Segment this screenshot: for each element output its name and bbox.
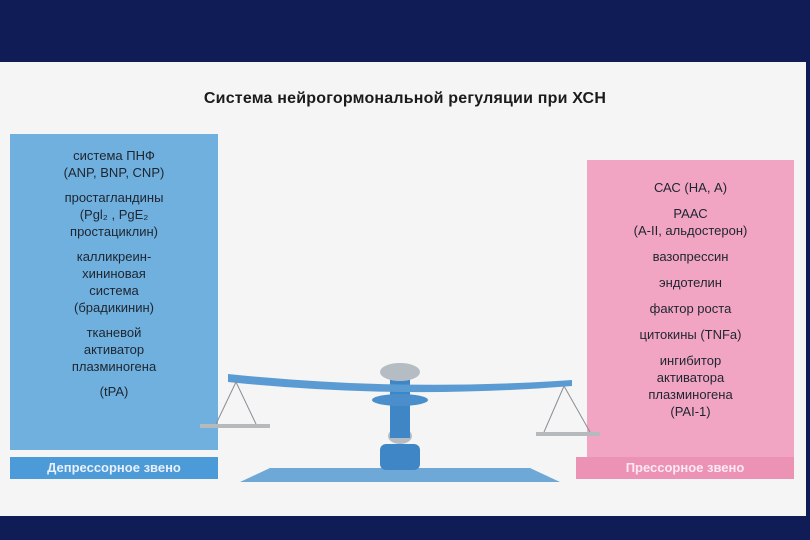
item-line: САС (НА, А) [653,180,728,195]
item-line: РААС [673,206,708,221]
scale-cap [380,363,420,381]
item-line: система ПНФ [73,148,155,163]
left-pan [200,424,270,428]
item-line: простагландины [64,190,164,205]
pressor-item [587,352,794,420]
item-line: плазминогена [648,387,733,402]
pressor-label: Прессорное звено [576,457,794,479]
depressor-item [10,248,218,316]
scale-foot [380,444,420,470]
right-pan-string [564,386,590,432]
item-line: фактор роста [649,301,732,316]
item-line: калликреин- [76,249,152,264]
pressor-item [587,248,794,265]
item-line: (А-II, альдостерон) [633,223,748,238]
balance-scale-icon [200,352,600,492]
depressor-label: Депрессорное звено [10,457,218,479]
item-line: (Pgl₂ , PgE₂ [79,207,149,222]
depressor-item [10,324,218,375]
item-line: цитокины (TNFa) [639,327,742,342]
pressor-item [587,179,794,196]
pressor-panel [587,160,794,457]
item-line: ингибитор [659,353,722,368]
depressor-item [10,383,218,400]
item-line: система [89,283,139,298]
frame-edge [806,62,810,516]
item-line: тканевой [86,325,142,340]
item-line: (брадикинин) [74,300,154,315]
scale-collar [372,394,428,406]
right-pan [536,432,600,436]
slide-canvas [0,62,810,516]
depressor-panel [10,134,218,450]
scale-base [240,468,560,482]
right-pan-string [544,386,564,432]
item-line: (PAI-1) [670,404,711,419]
item-line: активатор [83,342,145,357]
pressor-item [587,274,794,291]
pressor-item [587,205,794,239]
pressor-item [587,326,794,343]
item-line: (ANP, BNP, CNP) [63,165,165,180]
left-pan-string [236,382,256,424]
left-pan-string [216,382,236,424]
item-line: эндотелин [659,275,722,290]
item-line: простациклин) [70,224,158,239]
depressor-item [10,147,218,181]
slide-title: Система нейрогормональной регуляции при ХСН [203,90,607,107]
item-line: (tPA) [99,384,129,399]
item-line: хининовая [82,266,146,281]
item-line: активатора [656,370,725,385]
pressor-item [587,300,794,317]
item-line: плазминогена [71,359,157,374]
depressor-item [10,189,218,240]
item-line: вазопрессин [652,249,729,264]
